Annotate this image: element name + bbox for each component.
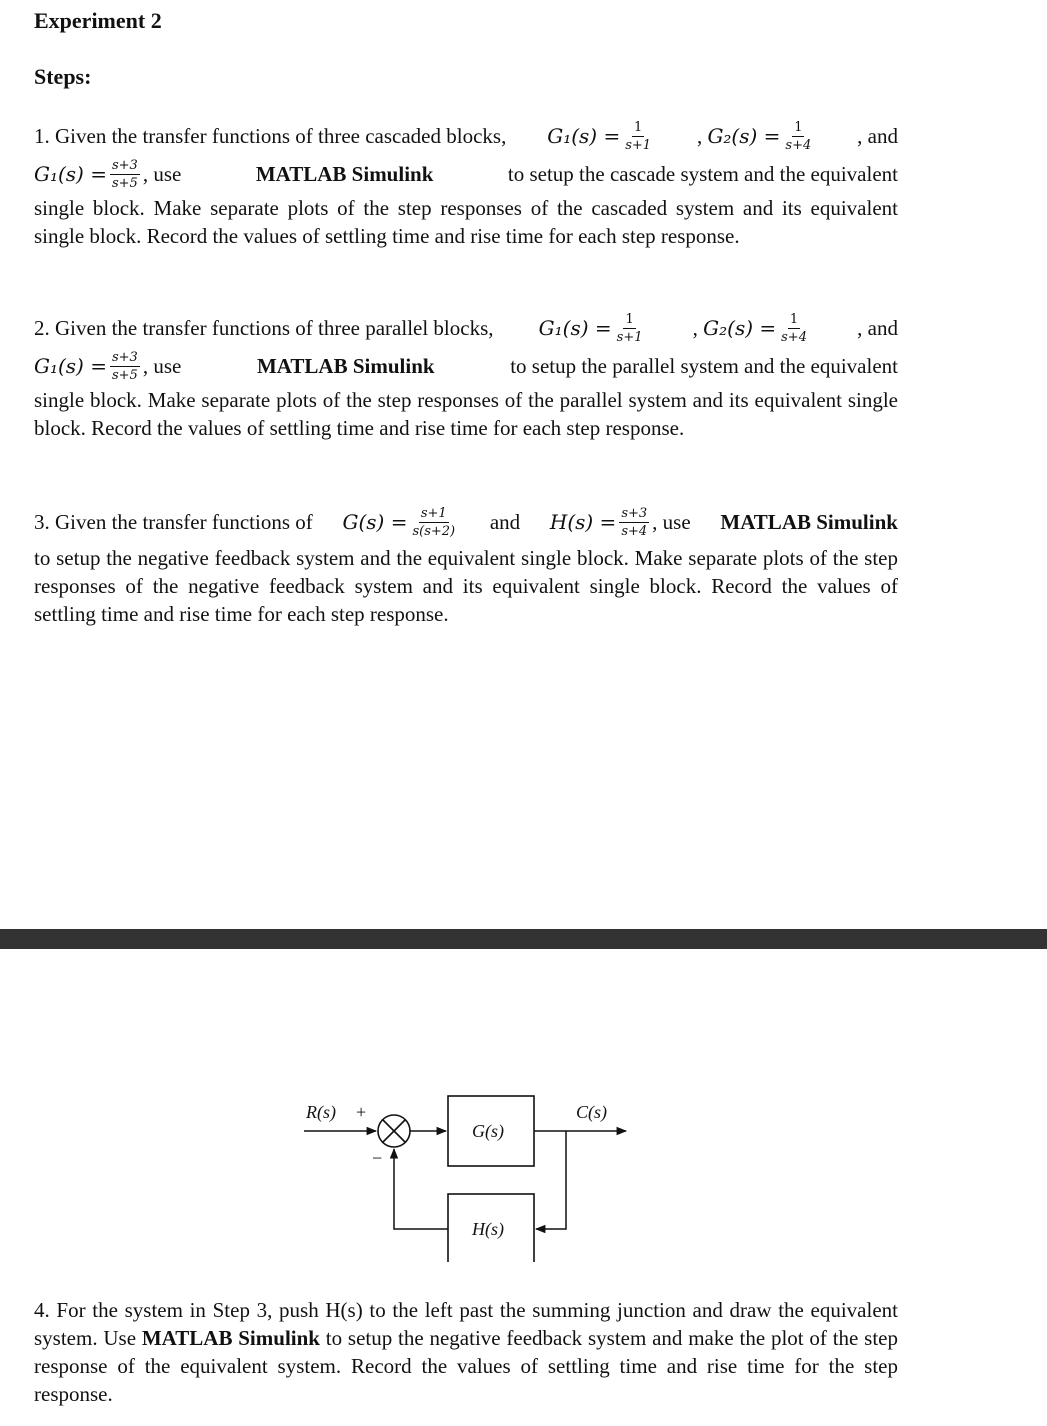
step-1-rest: single block. Make separate plots of the step responses of the cascaded system and its equivalent single block. Record the values of settling time and rise time for each step response. xyxy=(34,196,898,248)
g-label: G(s) = xyxy=(342,510,408,534)
matlab-simulink-label: MATLAB Simulink xyxy=(720,510,898,534)
g3-fraction: $\frac{s+3}{s+5}$ xyxy=(111,157,138,191)
feedback-block-diagram xyxy=(300,1092,630,1262)
step-3: 3. Given the transfer functions of G(s) = $\frac{s+1}{s(s+2)}$ and H(s) = $\frac{s+3}{s+4}$ , use MATLAB Simulink to setup the negative feedback system and the equivalent single block. Make separate plots of the step responses of the negative feedback system and its equivalent single block. Record the values of settling time and rise time for each step response. xyxy=(34,505,898,626)
g1-fraction: $\frac{1}{s+1}$ xyxy=(616,311,643,345)
step-2-rest: single block. Make separate plots of the step responses of the parallel system and its equivalent single block. Record the values of settling time and rise time for each step response. xyxy=(34,388,898,440)
g3-label: G₁(s) = xyxy=(34,162,107,186)
g-fraction: $\frac{s+1}{s(s+2)}$ xyxy=(412,505,456,539)
matlab-simulink-label: MATLAB Simulink xyxy=(255,162,434,186)
g2-fraction: $\frac{1}{s+4}$ xyxy=(785,119,812,153)
g1-fraction: $\frac{1}{s+1}$ xyxy=(625,119,652,153)
step-4 xyxy=(34,1296,898,1408)
matlab-simulink-label: MATLAB Simulink xyxy=(141,1326,320,1350)
step-3-intro: 3. Given the transfer functions of xyxy=(34,510,313,534)
g1-label: G₁(s) = xyxy=(547,124,621,148)
g3-label: G₁(s) = xyxy=(34,354,107,378)
page-title: Experiment 2 xyxy=(34,8,162,33)
and-text: , and xyxy=(857,316,898,340)
plus-sign: + xyxy=(356,1102,367,1122)
feedback-return xyxy=(394,1149,448,1229)
and-text: , and xyxy=(857,124,898,148)
step-4-part2: to setup the negative feedback system and make the plot of the step response of the equivalent system. Record the values of settling time and rise time for the step response. xyxy=(34,1326,898,1406)
step-3-rest: to setup the negative feedback system and the equivalent single block. Make separate plots of the step responses of the negative feedback system and its equivalent single block. Record the values of settling time and rise time for each step response. xyxy=(34,546,898,626)
feedback-block-label: H(s) xyxy=(472,1219,504,1239)
steps-heading: Steps: xyxy=(34,64,92,89)
output-label: C(s) xyxy=(576,1102,607,1122)
step-1-intro: 1. Given the transfer functions of three cascaded blocks, xyxy=(34,124,507,148)
g2-label: G₂(s) = xyxy=(703,316,777,340)
h-label: H(s) = xyxy=(549,510,617,534)
h-fraction: $\frac{s+3}{s+4}$ xyxy=(621,505,648,539)
feedback-takeoff xyxy=(536,1131,566,1229)
step-2-after: to setup the parallel system and the equivalent xyxy=(510,354,898,378)
step-2: 2. Given the transfer functions of three parallel blocks, G₁(s) = $\frac{1}{s+1}$ , G₂(s) = $\frac{1}{s+4}$ , and G₁(s) = $\frac{s+3}{s+5}$ , use MATLAB Simulink to setup the parallel system and the equivalent single block. Make separate plots of the step responses of the parallel system and its equivalent single block. Record the values of settling time and rise time for each step response. xyxy=(34,311,898,440)
step-4-part1: 4. For the system in Step 3, push H(s) to the left past the summing junction and draw the equivalent system. Use xyxy=(34,1298,898,1350)
matlab-simulink-label: MATLAB Simulink xyxy=(256,354,435,378)
input-label: R(s) xyxy=(306,1102,336,1122)
g2-label: G₂(s) = xyxy=(707,124,781,148)
minus-sign: − xyxy=(372,1148,383,1168)
forward-block-label: G(s) xyxy=(472,1121,504,1141)
step-2-intro: 2. Given the transfer functions of three parallel blocks, xyxy=(34,316,494,340)
and-text: and xyxy=(489,510,521,534)
step-1: 1. Given the transfer functions of three cascaded blocks, G₁(s) = $\frac{1}{s+1}$ , G₂(s) = $\frac{1}{s+4}$ , and G₁(s) = $\frac{s+3}{s+5}$ , use MATLAB Simulink to setup the cascade system and the equivalent single block. Make separate plots of the step responses of the cascaded system and its equivalent single block. Record the values of settling time and rise time for each step response. xyxy=(34,119,898,248)
step-1-after: to setup the cascade system and the equivalent xyxy=(507,162,898,186)
section-divider xyxy=(0,929,1047,949)
g1-label: G₁(s) = xyxy=(538,316,612,340)
g2-fraction: $\frac{1}{s+4}$ xyxy=(781,311,807,345)
g3-fraction: $\frac{s+3}{s+5}$ xyxy=(111,349,138,383)
